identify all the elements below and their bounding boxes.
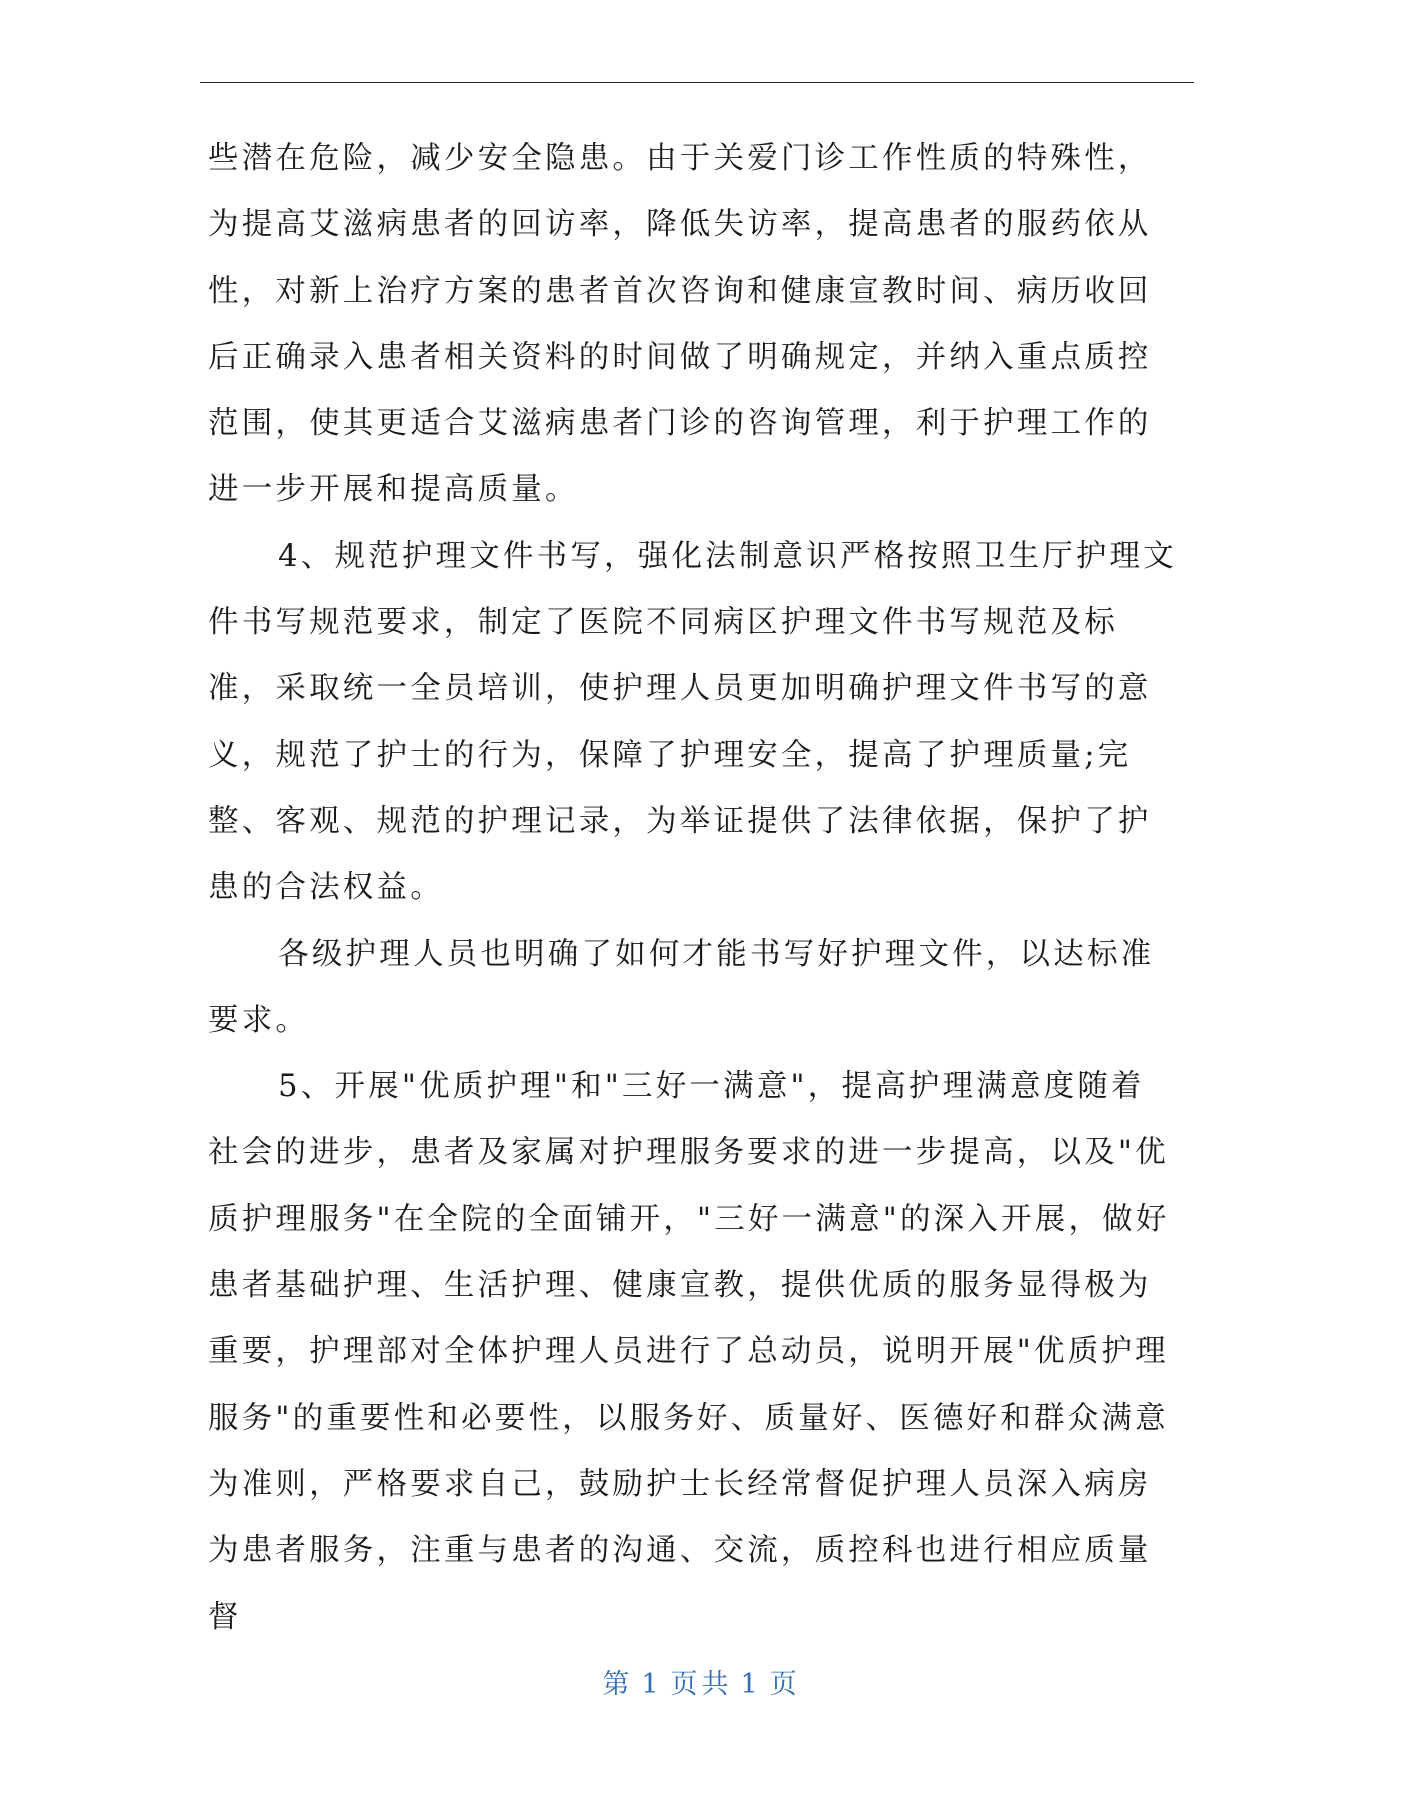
footer-prefix: 第 (602, 1669, 634, 1700)
page-footer (0, 1662, 1403, 1701)
paragraph-3: 各级护理人员也明确了如何才能书写好护理文件，以达标准要求。 (208, 936, 1155, 1038)
paragraph-4: 5、开展"优质护理"和"三好一满意"，提高护理满意度随着社会的进步，患者及家属对护理服务要求的进一步提高，以及"优质护理服务"在全院的全面铺开，"三好一满意"的深入开展，做好患者基础护理、生活护理、健康宣教，提供优质的服务显得极为重要，护理部对全体护理人员进行了总动员，说明开展"优质护理服务"的重要性和必要性，以服务好、质量好、医德好和群众满意为准则，严格要求自己，鼓励护士长经常督促护理人员深入病房为患者服务，注重与患者的沟通、交流，质控科也进行相应质量督 (208, 1069, 1170, 1635)
footer-suffix: 页 (769, 1669, 801, 1700)
paragraph-2: 4、规范护理文件书写，强化法制意识严格按照卫生厅护理文件书写规范要求，制定了医院不同病区护理文件书写规范及标准，采取统一全员培训，使护理人员更加明确护理文件书写的意义，规范了护士的行为，保障了护理安全，提高了护理质量;完整、客观、规范的护理记录，为举证提供了法律依据，保护了护患的合法权益。 (208, 538, 1177, 906)
footer-total-pages: 1 (740, 1669, 762, 1700)
footer-middle: 页共 (670, 1669, 733, 1700)
document-body (208, 126, 1178, 1651)
header-rule (200, 82, 1194, 83)
footer-current-page: 1 (641, 1669, 663, 1700)
paragraph-1: 些潜在危险，减少安全隐患。由于关爱门诊工作性质的特殊性，为提高艾滋病患者的回访率，降低失访率，提高患者的服药依从性，对新上治疗方案的患者首次咨询和健康宣教时间、病历收回后正确录入患者相关资料的时间做了明确规定，并纳入重点质控范围，使其更适合艾滋病患者门诊的咨询管理，利于护理工作的进一步开展和提高质量。 (208, 141, 1152, 508)
